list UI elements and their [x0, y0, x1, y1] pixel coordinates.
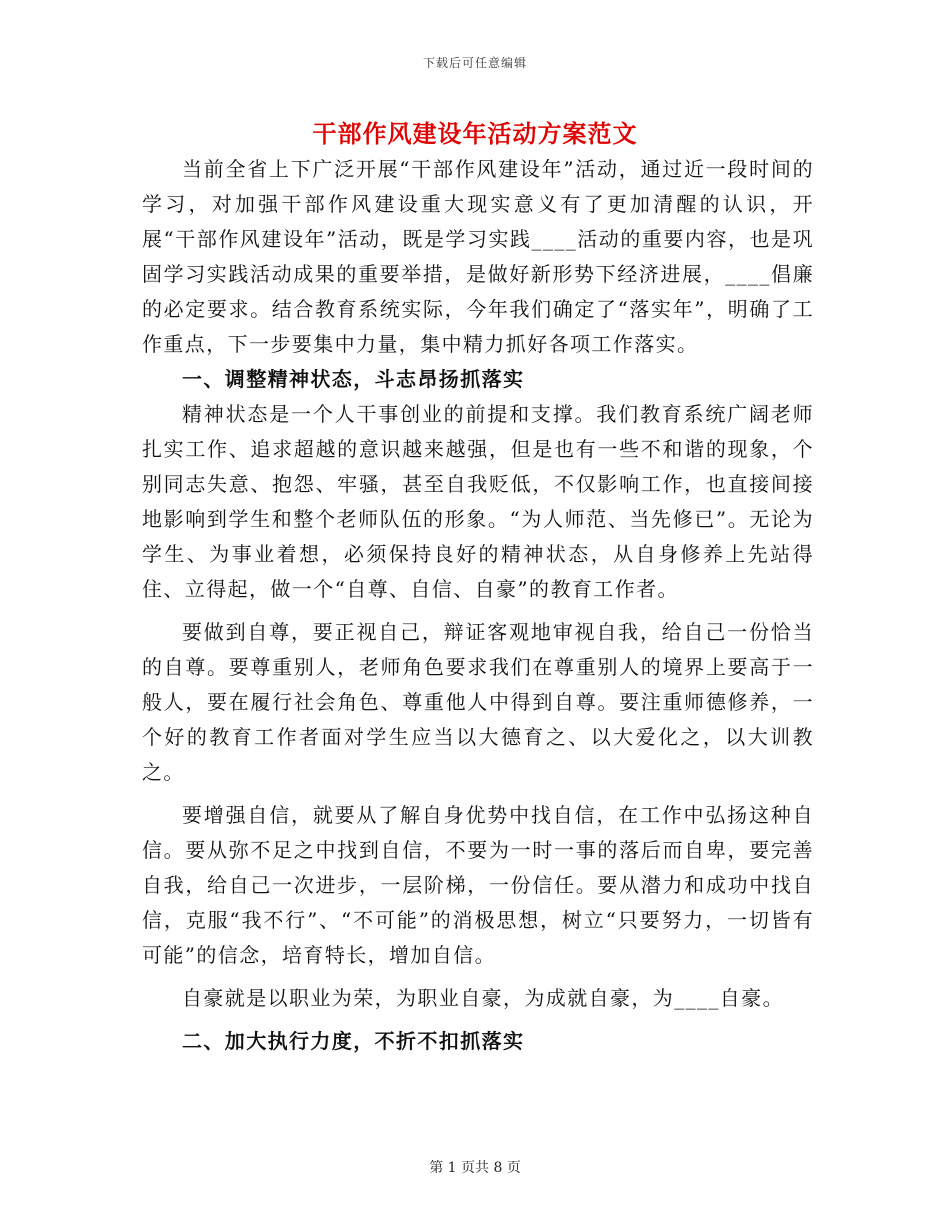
section-heading-1: 一、调整精神状态，斗志昂扬抓落实 — [182, 367, 525, 391]
document-title: 干部作风建设年活动方案范文 — [312, 119, 638, 148]
section-heading-2: 二、加大执行力度，不折不扣抓落实 — [182, 1029, 525, 1053]
document-body — [142, 152, 814, 1059]
body-paragraph: 精神状态是一个人干事创业的前提和支撑。我们教育系统广阔老师扎实工作、追求超越的意识越来越强，但是也有一些不和谐的现象，个别同志失意、抱怨、牢骚，甚至自我贬低，不仅影响工作，也直接间接地影响到学生和整个老师队伍的形象。“为人师范、当先修已”。无论为学生、为事业着想，必须保持良好的精神状态，从自身修养上先站得住、立得起，做一个“自尊、自信、自豪”的教育工作者。 — [142, 402, 814, 601]
body-paragraph: 要增强自信，就要从了解自身优势中找自信，在工作中弘扬这种自信。要从弥不足之中找到自信，不要为一时一事的落后而自卑，要完善自我，给自己一次进步，一层阶梯，一份信任。要从潜力和成功中找自信，克服“我不行”、“不可能”的消极思想，树立“只要努力，一切皆有可能”的信念，培育特长，增加自信。 — [142, 803, 814, 967]
intro-paragraph: 当前全省上下广泛开展“干部作风建设年”活动，通过近一段时间的学习，对加强干部作风建设重大现实意义有了更加清醒的认识，开展“干部作风建设年”活动，既是学习实践____活动的重要内容，也是巩固学习实践活动成果的重要举措，是做好新形势下经济进展，____倡廉的必定要求。结合教育系统实际，今年我们确定了“落实年”，明确了工作重点，下一步要集中力量，集中精力抓好各项工作落实。 — [142, 157, 814, 356]
body-paragraph: 要做到自尊，要正视自己，辩证客观地审视自我，给自己一份恰当的自尊。要尊重别人，老师角色要求我们在尊重别人的境界上要高于一般人，要在履行社会角色、尊重他人中得到自尊。要注重师德修养，一个好的教育工作者面对学生应当以大德育之、以大爱化之，以大训教之。 — [142, 620, 814, 784]
page-header: 下载后可任意编辑 — [422, 56, 527, 70]
body-paragraph: 自豪就是以职业为荣，为职业自豪，为成就自豪，为____自豪。 — [182, 986, 784, 1010]
page-footer: 第 1 页共 8 页 — [429, 1160, 521, 1176]
